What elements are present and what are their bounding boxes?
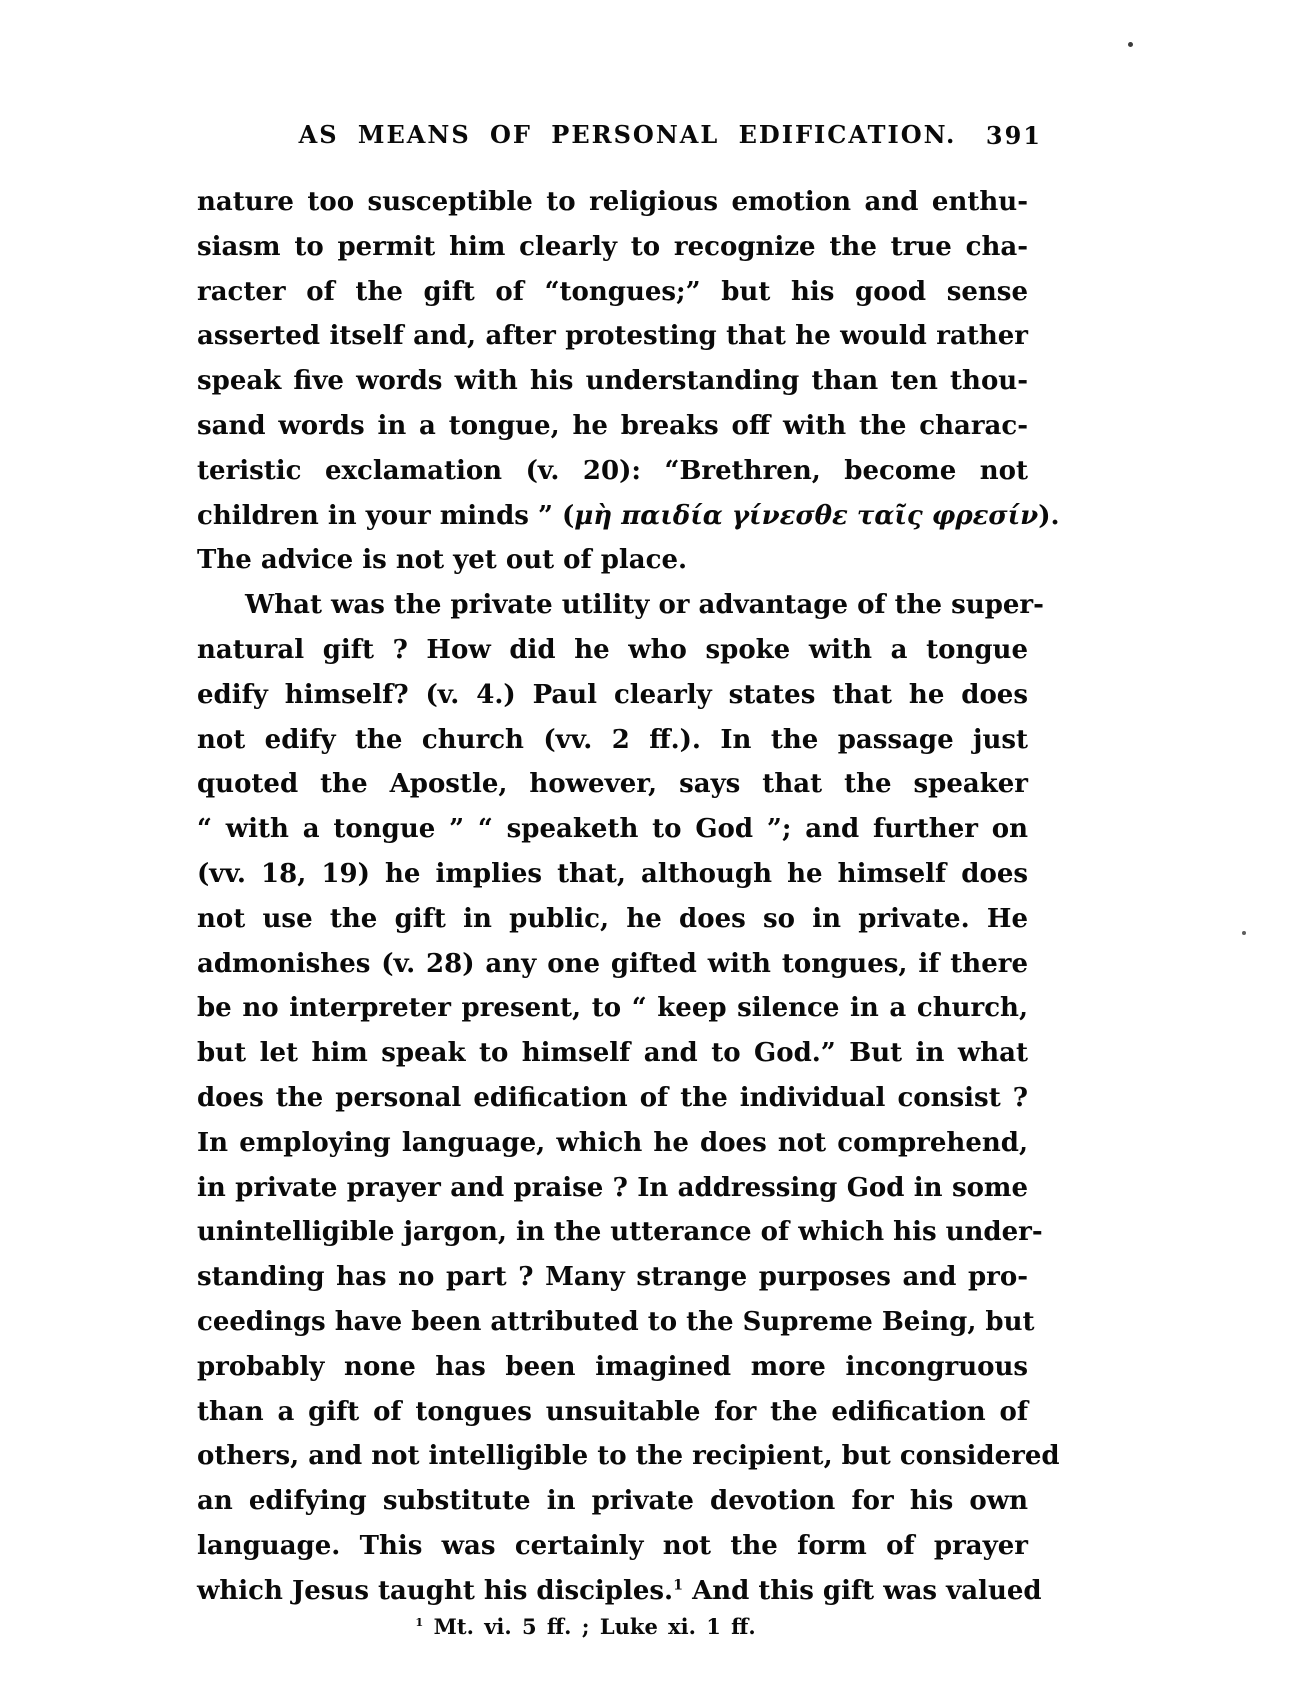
text-line: sand words in a tongue, he breaks off with the charac- xyxy=(197,410,1028,441)
text-line: not use the gift in public, he does so in private. He xyxy=(197,903,1028,934)
text-line: natural gift ? How did he who spoke with a tongue xyxy=(197,634,1028,665)
text-line: ceedings have been attributed to the Supreme Being, but xyxy=(197,1306,1035,1337)
footnote-text: Mt. vi. 5 ff. ; Luke xi. 1 ff. xyxy=(423,1614,756,1639)
paragraph xyxy=(197,583,1060,1613)
text-line: which Jesus taught his disciples.$^1$ And this gift was valued xyxy=(197,1575,1042,1606)
page-header-title: AS MEANS OF PERSONAL EDIFICATION. xyxy=(298,120,957,149)
text-line: an edifying substitute in private devotion for his own xyxy=(197,1486,1028,1517)
text-line: siasm to permit him clearly to recognize the true cha- xyxy=(197,231,1028,262)
running-header xyxy=(197,120,1042,160)
text-line: in private prayer and praise ? In addressing God in some xyxy=(197,1172,1028,1203)
text-line: be no interpreter present, to “ keep silence in a church, xyxy=(197,993,1028,1024)
text-line: than a gift of tongues unsuitable for the edification of xyxy=(197,1396,1028,1427)
text-line: teristic exclamation (v. 20): “Brethren, become not xyxy=(197,455,1028,486)
text-line: speak five words with his understanding than ten thou- xyxy=(197,366,1028,397)
text-line: standing has no part ? Many strange purposes and pro- xyxy=(197,1262,1028,1293)
ink-speck xyxy=(1128,42,1133,47)
footnote xyxy=(197,1614,1028,1639)
text-line: racter of the gift of “tongues;” but his good sense xyxy=(197,276,1028,307)
text-line: edify himself? (v. 4.) Paul clearly states that he does xyxy=(197,679,1028,710)
text-line: admonishes (v. 28) any one gifted with tongues, if there xyxy=(197,948,1028,979)
text-line: unintelligible jargon, in the utterance of which his under- xyxy=(197,1217,1043,1248)
text-line: The advice is not yet out of place. xyxy=(197,545,688,576)
text-line: does the personal edification of the individual consist ? xyxy=(197,1082,1028,1113)
ink-speck xyxy=(1242,931,1246,935)
text-line: asserted itself and, after protesting that he would rather xyxy=(197,321,1028,352)
text-line: probably none has been imagined more incongruous xyxy=(197,1351,1028,1382)
body-text xyxy=(197,180,1060,1614)
text-line: In employing language, which he does not comprehend, xyxy=(197,1127,1028,1158)
text-line: (vv. 18, 19) he implies that, although he himself does xyxy=(197,858,1028,889)
page-number: 391 xyxy=(985,121,1042,150)
text-line: “ with a tongue ” “ speaketh to God ”; and further on xyxy=(197,814,1028,845)
text-line: others, and not intelligible to the recipient, but considered xyxy=(197,1441,1060,1472)
text-line: nature too susceptible to religious emotion and enthu- xyxy=(197,187,1028,217)
text-line: What was the private utility or advantage of the super- xyxy=(245,590,1044,621)
text-line: language. This was certainly not the form of prayer xyxy=(197,1530,1028,1561)
paragraph xyxy=(197,180,1060,583)
text-line: but let him speak to himself and to God.” But in what xyxy=(197,1038,1028,1069)
text-line: not edify the church (vv. 2 ff.). In the passage just xyxy=(197,724,1028,755)
text-line: quoted the Apostle, however, says that the speaker xyxy=(197,769,1028,800)
text-line: children in your minds ” (μὴ παιδία γίνεσθε ταῖς φρεσίν). xyxy=(197,500,1060,531)
footnote-marker: 1 xyxy=(415,1615,424,1629)
